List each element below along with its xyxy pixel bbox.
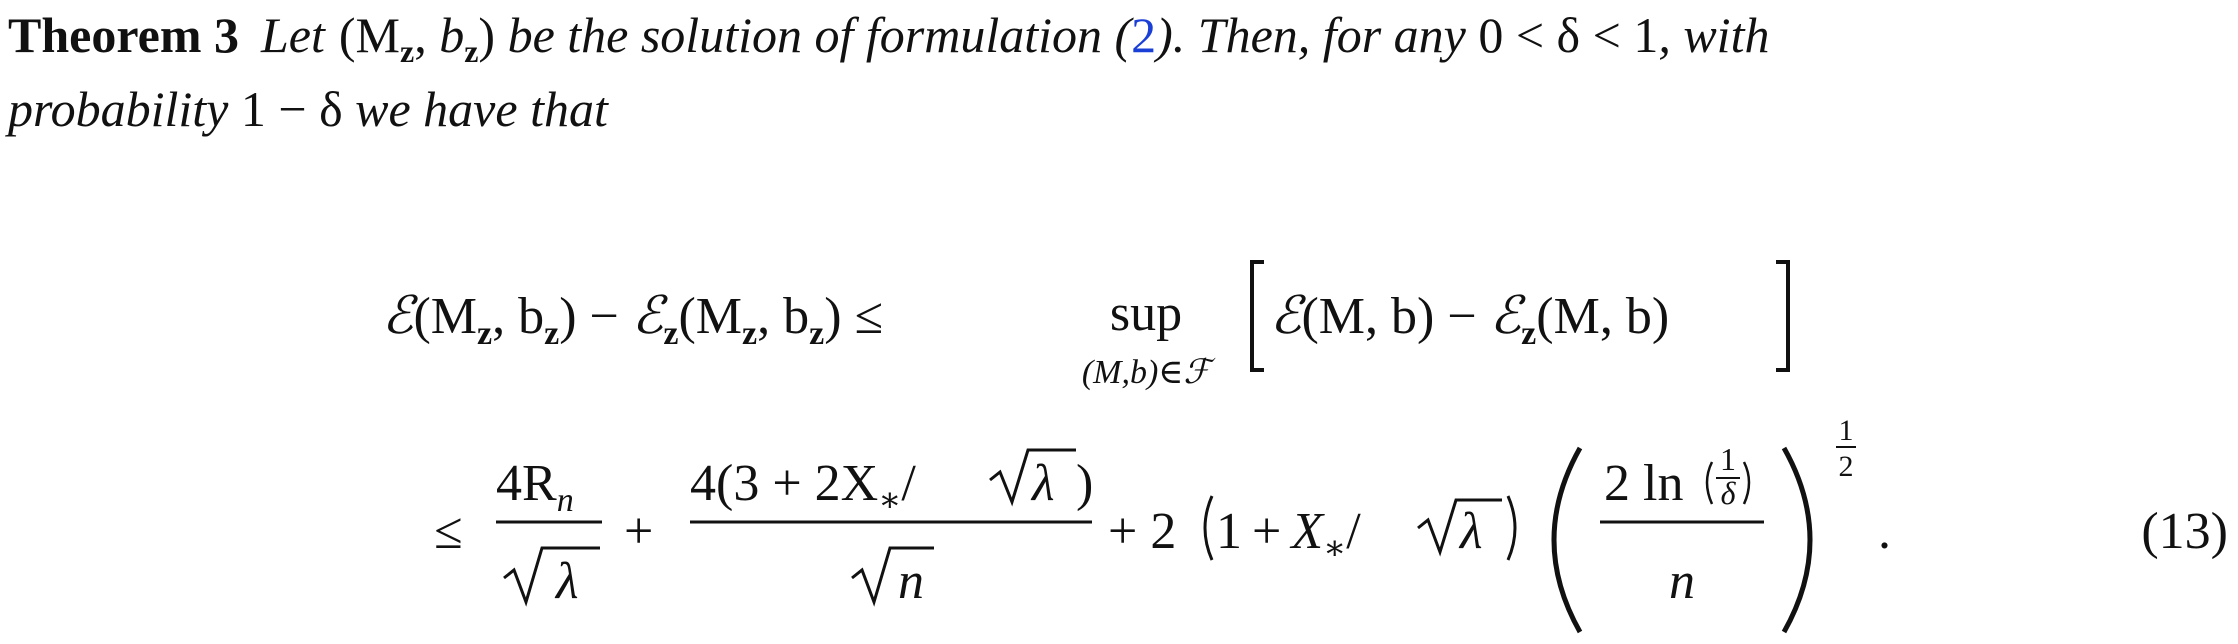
ln-right-paren [1744, 462, 1749, 504]
sup-subscript: (M,b)∈ℱ [1081, 354, 1211, 391]
svg-text:1+X∗/: $1 + X_∗/$ [1216, 503, 1361, 567]
theorem-line-1: Theorem 3 Let ($M_z$, $b_z$) be the solution of formulation (2). Then, for any 0 < δ < 1, with [8, 7, 1770, 69]
third-term [1108, 414, 1891, 632]
svg-text:1: 1 [1838, 414, 1854, 447]
equation-number: (13) [2141, 503, 2228, 560]
ln-left-paren [1707, 462, 1712, 504]
equation-reference-link[interactable]: 2 [1131, 7, 1157, 63]
right-square-bracket [1776, 262, 1788, 370]
theorem-statement [5, 7, 1769, 137]
big-right-paren [1784, 448, 1810, 632]
plus-sign: + [624, 503, 654, 560]
fraction-4rn-over-sqrt-lambda [496, 455, 602, 610]
sqrt-sign [504, 548, 600, 602]
svg-text:n: n [1669, 553, 1695, 610]
svg-text:2: 2 [1838, 450, 1854, 483]
fraction-second-term [690, 450, 1093, 610]
sup-argument: ℰ(M, b) − ℰ$_z$(M, b) [1270, 286, 1670, 352]
equation-lhs: $ℰ(M_z$, $b_z$) − $ℰ_z(M_z$, $b_z$) ≤ [382, 286, 884, 352]
svg-text:2 ln: 2 ln [1604, 455, 1684, 512]
svg-text:λ: λ [1032, 455, 1055, 512]
left-paren [1205, 496, 1212, 560]
svg-text:1: 1 [1720, 441, 1736, 477]
svg-text:n: n [898, 553, 924, 610]
leq-symbol: ≤ [434, 503, 463, 560]
theorem-line-2: probability 1 − δ we have that [8, 81, 608, 137]
svg-text:4(3 + 2X∗/: $4(3 + 2X_∗/$ [690, 455, 916, 519]
svg-text:.: . [1878, 503, 1891, 560]
big-left-paren [1554, 448, 1580, 632]
svg-text:): ) [1076, 455, 1094, 512]
equation-line-1 [382, 262, 1788, 391]
svg-text:λ: λ [556, 553, 579, 610]
theorem-label: Theorem 3 [8, 7, 239, 63]
right-paren [1508, 496, 1515, 560]
svg-text:λ: λ [1460, 503, 1483, 560]
sup-operator: sup [1109, 285, 1183, 342]
svg-text:4Rn: $4R_n$ [496, 455, 574, 519]
svg-text:+ 2: + 2 [1108, 503, 1177, 560]
left-square-bracket [1252, 262, 1264, 370]
equation-line-2 [434, 414, 2228, 632]
svg-text:δ: δ [1720, 475, 1736, 511]
